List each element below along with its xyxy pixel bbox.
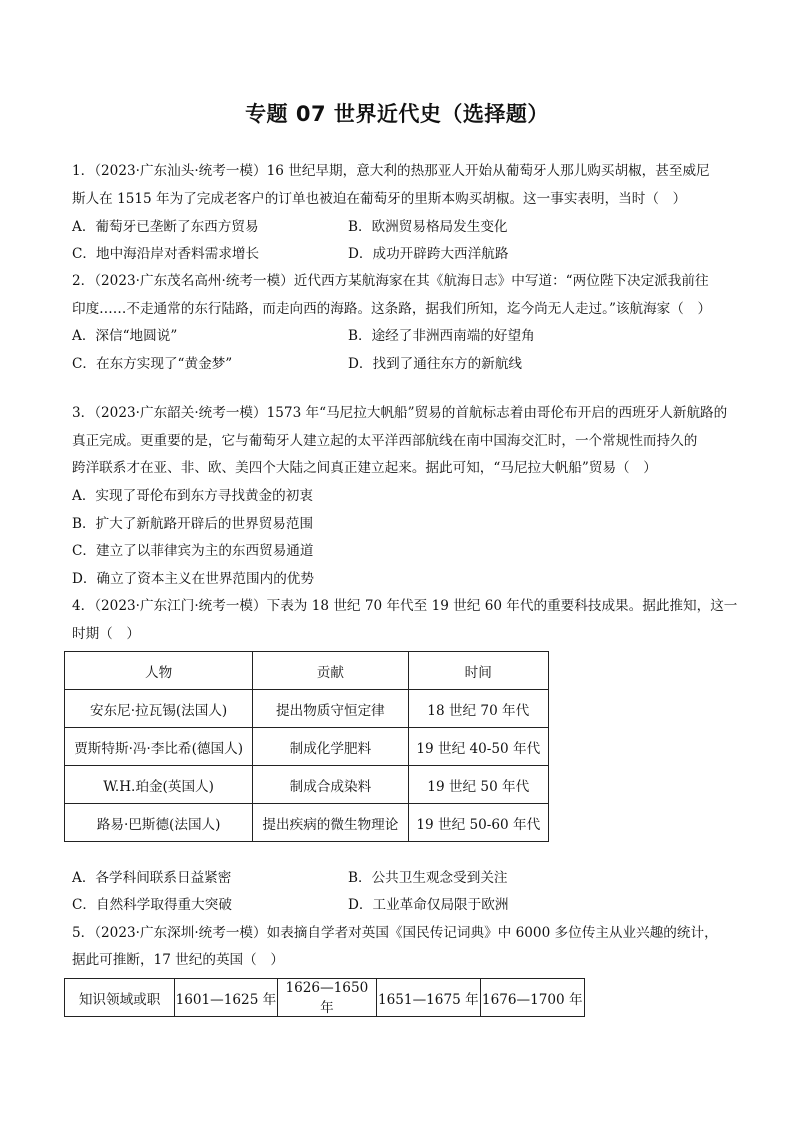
q3-option-d[interactable]: D．确立了资本主义在世界范围内的优势 [72,571,314,587]
table-header-cell: 时间 [408,652,548,690]
table-row [65,804,549,842]
q2-stem-line2: 印度……不走通常的东行陆路，而走向西的海路。这条路，据我们所知，迄今尚无人走过。”该航海家（ ） [72,301,712,317]
table-cell: 提出疾病的微生物理论 [253,804,408,842]
table-header-cell: 人物 [65,652,253,690]
table-row [65,690,549,728]
table-cell: 19 世纪 50-60 年代 [408,804,548,842]
q5-table [64,978,585,1017]
table-header-cell: 1626—1650 年 [277,979,376,1017]
table-cell: 安东尼·拉瓦锡(法国人) [65,690,253,728]
q4-option-d[interactable]: D．工业革命仅局限于欧洲 [348,897,509,913]
q3-stem-line3: 跨洋联系才在亚、非、欧、美四个大陆之间真正建立起来。据此可知，“马尼拉大帆船”贸易（ ） [72,460,657,476]
q1-option-b[interactable]: B．欧洲贸易格局发生变化 [348,219,508,235]
table-cell: 提出物质守恒定律 [253,690,408,728]
q5-stem-line1: 5．（2023·广东深圳·统考一模）如表摘自学者对英国《国民传记词典》中 6000 多位传主从业兴趣的统计， [72,925,718,941]
q4-stem-line2: 时期（ ） [72,626,140,642]
table-row [65,766,549,804]
q4-table [64,651,549,842]
q1-stem-line2: 斯人在 1515 年为了完成老客户的订单也被迫在葡萄牙的里斯本购买胡椒。这一事实表明，当时（ ） [72,191,687,207]
q2-option-a[interactable]: A．深信“地圆说” [72,328,178,344]
page-title: 专题 07 世界近代史（选择题） [245,102,549,126]
q1-option-c[interactable]: C．地中海沿岸对香料需求增长 [72,246,260,262]
q4-stem-line1: 4．（2023·广东江门·统考一模）下表为 18 世纪 70 年代至 19 世纪 60 年代的重要科技成果。据此推知，这一 [72,598,738,614]
table-header-cell: 贡献 [253,652,408,690]
table-cell: 18 世纪 70 年代 [408,690,548,728]
q2-option-b[interactable]: B．途经了非洲西南端的好望角 [348,328,535,344]
table-header-cell: 1651—1675 年 [377,979,480,1017]
q1-option-d[interactable]: D．成功开辟跨大西洋航路 [348,246,509,262]
q4-option-b[interactable]: B．公共卫生观念受到关注 [348,870,508,886]
q1-stem-line1: 1．（2023·广东汕头·统考一模）16 世纪早期，意大利的热那亚人开始从葡萄牙人那儿购买胡椒，甚至威尼 [72,163,710,179]
q3-stem-line1: 3．（2023·广东韶关·统考一模）1573 年“马尼拉大帆船”贸易的首航标志着由哥伦布开启的西班牙人新航路的 [72,405,728,421]
table-header-row [65,652,549,690]
table-cell: 贾斯特斯·冯·李比希(德国人) [65,728,253,766]
table-cell: 路易·巴斯德(法国人) [65,804,253,842]
q2-option-d[interactable]: D．找到了通往东方的新航线 [348,356,523,372]
q2-stem-line1: 2．（2023·广东茂名高州·统考一模）近代西方某航海家在其《航海日志》中写道：“两位陛下决定派我前往 [72,273,709,289]
table-header-cell: 1676—1700 年 [480,979,584,1017]
table-cell: 制成化学肥料 [253,728,408,766]
table-row [65,728,549,766]
table-header-cell: 知识领域或职 [65,979,175,1017]
q5-stem-line2: 据此可推断，17 世纪的英国（ ） [72,952,284,968]
q4-option-a[interactable]: A．各学科间联系日益紧密 [72,870,232,886]
q3-stem-line2: 真正完成。更重要的是，它与葡萄牙人建立起的太平洋西部航线在南中国海交汇时，一个常规性而持久的 [72,433,698,449]
q3-option-b[interactable]: B．扩大了新航路开辟后的世界贸易范围 [72,516,314,532]
q3-option-c[interactable]: C．建立了以菲律宾为主的东西贸易通道 [72,543,314,559]
q4-option-c[interactable]: C．自然科学取得重大突破 [72,897,232,913]
table-cell: W.H.珀金(英国人) [65,766,253,804]
table-header-row [65,979,585,1017]
table-cell: 制成合成染料 [253,766,408,804]
q3-option-a[interactable]: A．实现了哥伦布到东方寻找黄金的初衷 [72,488,313,504]
table-cell: 19 世纪 40-50 年代 [408,728,548,766]
q1-option-a[interactable]: A．葡萄牙已垄断了东西方贸易 [72,219,259,235]
table-header-cell: 1601—1625 年 [175,979,277,1017]
table-cell: 19 世纪 50 年代 [408,766,548,804]
q2-option-c[interactable]: C．在东方实现了“黄金梦” [72,356,233,372]
